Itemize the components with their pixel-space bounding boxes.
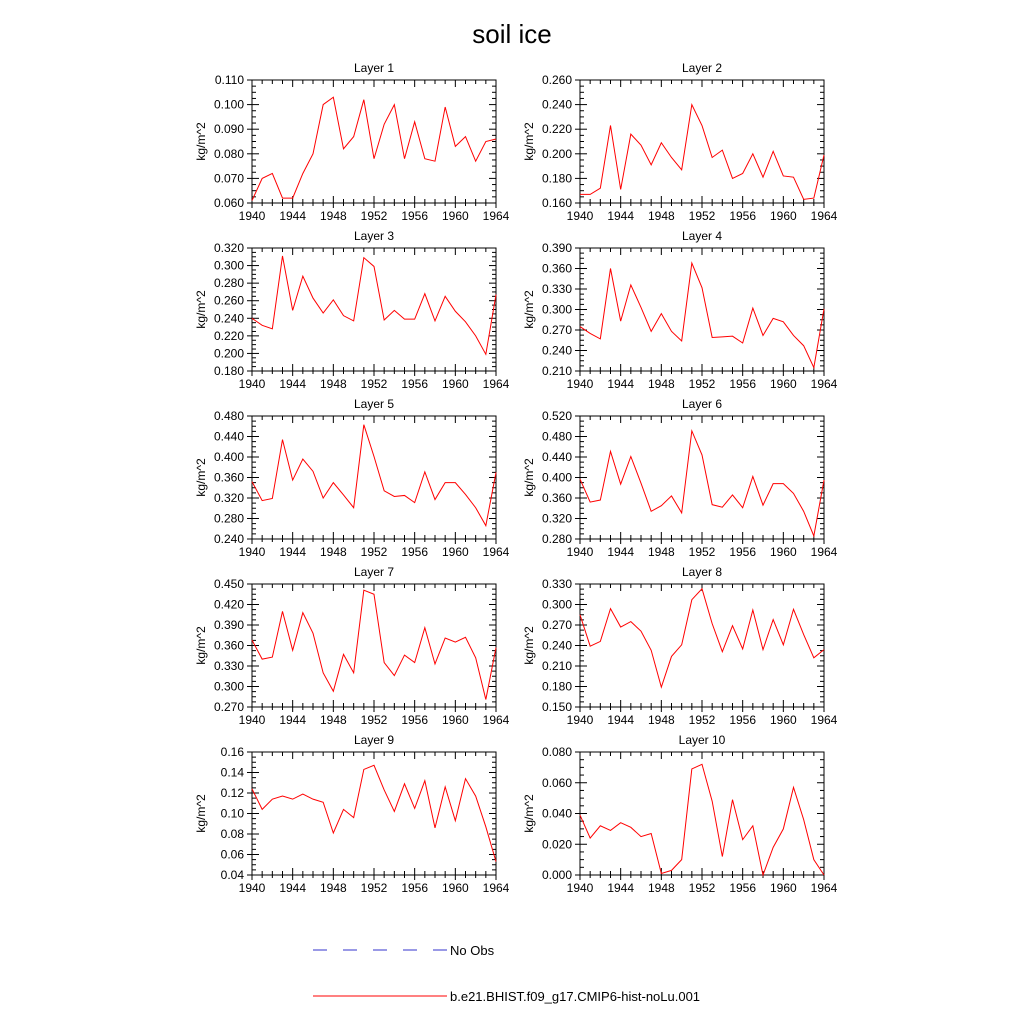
x-tick-label: 1956 <box>729 377 757 391</box>
panel-layer-4 <box>522 229 838 391</box>
x-tick-label: 1952 <box>688 713 716 727</box>
series-line-model <box>252 765 496 861</box>
y-tick-label: 0.480 <box>213 409 244 423</box>
y-axis-label: kg/m^2 <box>522 290 536 329</box>
y-tick-label: 0.14 <box>220 765 244 780</box>
x-tick-label: 1952 <box>360 713 388 727</box>
x-tick-label: 1940 <box>566 209 594 223</box>
panel-layer-6 <box>522 397 838 559</box>
x-tick-label: 1960 <box>441 881 469 895</box>
plot-frame <box>252 80 496 203</box>
panel-title: Layer 9 <box>353 733 395 747</box>
y-tick-label: 0.300 <box>213 258 244 273</box>
y-tick-label: 0.300 <box>541 302 572 317</box>
y-tick-label: 0.180 <box>541 679 572 694</box>
y-axis-label: kg/m^2 <box>194 626 208 665</box>
y-tick-label: 0.080 <box>541 745 572 759</box>
x-tick-label: 1956 <box>729 545 757 559</box>
x-tick-label: 1944 <box>607 713 635 727</box>
legend-no-obs-label: No Obs <box>450 943 495 958</box>
series-line-model <box>580 589 824 687</box>
x-tick-label: 1952 <box>688 377 716 391</box>
x-tick-label: 1964 <box>482 209 510 223</box>
plot-frame <box>252 584 496 707</box>
y-tick-label: 0.360 <box>541 261 572 276</box>
y-tick-label: 0.330 <box>541 577 572 591</box>
x-tick-label: 1956 <box>401 881 429 895</box>
series-line-model <box>252 425 496 526</box>
y-tick-label: 0.480 <box>541 429 572 444</box>
series-line-model <box>252 256 496 354</box>
x-tick-label: 1948 <box>319 881 347 895</box>
y-tick-label: 0.220 <box>213 328 244 343</box>
y-tick-label: 0.150 <box>541 700 572 714</box>
y-tick-label: 0.300 <box>541 597 572 612</box>
panel-layer-5 <box>194 397 510 559</box>
x-tick-label: 1952 <box>360 209 388 223</box>
x-tick-label: 1944 <box>607 209 635 223</box>
y-tick-label: 0.040 <box>541 806 572 821</box>
y-tick-label: 0.320 <box>541 511 572 526</box>
x-tick-label: 1964 <box>482 545 510 559</box>
x-tick-label: 1944 <box>279 545 307 559</box>
legend-model-label: b.e21.BHIST.f09_g17.CMIP6-hist-noLu.001 <box>450 989 701 1004</box>
y-axis-label: kg/m^2 <box>194 290 208 329</box>
panel-title: Layer 1 <box>353 61 395 75</box>
series-line-model <box>580 431 824 536</box>
x-tick-label: 1956 <box>401 209 429 223</box>
x-tick-label: 1952 <box>360 545 388 559</box>
y-axis-label: kg/m^2 <box>522 122 536 161</box>
y-axis-label: kg/m^2 <box>194 794 208 833</box>
y-tick-label: 0.000 <box>541 868 572 882</box>
x-tick-label: 1944 <box>279 713 307 727</box>
x-tick-label: 1940 <box>566 377 594 391</box>
panel-title: Layer 7 <box>353 565 395 579</box>
x-tick-label: 1940 <box>238 545 266 559</box>
x-tick-label: 1964 <box>810 713 838 727</box>
y-tick-label: 0.360 <box>213 470 244 485</box>
y-axis-label: kg/m^2 <box>522 626 536 665</box>
y-tick-label: 0.070 <box>213 171 244 186</box>
y-tick-label: 0.240 <box>213 532 244 546</box>
series-line-model <box>580 105 824 200</box>
x-tick-label: 1960 <box>769 209 797 223</box>
y-tick-label: 0.240 <box>541 343 572 358</box>
x-tick-label: 1940 <box>566 713 594 727</box>
x-tick-label: 1948 <box>647 377 675 391</box>
y-tick-label: 0.280 <box>213 511 244 526</box>
y-tick-label: 0.280 <box>541 532 572 546</box>
x-tick-label: 1964 <box>810 881 838 895</box>
x-tick-label: 1940 <box>566 545 594 559</box>
x-tick-label: 1948 <box>319 545 347 559</box>
x-tick-label: 1948 <box>647 209 675 223</box>
y-tick-label: 0.200 <box>541 146 572 161</box>
x-tick-label: 1964 <box>482 713 510 727</box>
x-tick-label: 1956 <box>401 545 429 559</box>
y-tick-label: 0.220 <box>541 122 572 137</box>
panel-layer-8 <box>522 565 838 727</box>
y-tick-label: 0.260 <box>541 73 572 87</box>
y-axis-label: kg/m^2 <box>194 458 208 497</box>
x-tick-label: 1956 <box>729 881 757 895</box>
x-tick-label: 1960 <box>441 545 469 559</box>
panel-layer-1 <box>194 61 510 223</box>
y-tick-label: 0.210 <box>541 659 572 673</box>
x-tick-label: 1948 <box>647 713 675 727</box>
y-tick-label: 0.330 <box>213 659 244 673</box>
panel-title: Layer 3 <box>353 229 395 243</box>
y-tick-label: 0.280 <box>213 276 244 291</box>
x-tick-label: 1960 <box>769 881 797 895</box>
y-tick-label: 0.020 <box>541 837 572 852</box>
y-tick-label: 0.270 <box>541 618 572 632</box>
y-tick-label: 0.320 <box>213 241 244 255</box>
series-line-model <box>580 263 824 368</box>
x-tick-label: 1940 <box>238 713 266 727</box>
y-axis-label: kg/m^2 <box>522 458 536 497</box>
x-tick-label: 1940 <box>238 881 266 895</box>
x-tick-label: 1964 <box>810 545 838 559</box>
series-line-model <box>252 97 496 200</box>
x-tick-label: 1944 <box>607 545 635 559</box>
x-tick-label: 1948 <box>647 881 675 895</box>
x-tick-label: 1956 <box>401 377 429 391</box>
panel-title: Layer 5 <box>353 397 395 411</box>
panel-grid <box>194 61 838 895</box>
y-tick-label: 0.180 <box>541 171 572 186</box>
y-tick-label: 0.320 <box>213 491 244 505</box>
y-tick-label: 0.450 <box>213 577 244 591</box>
y-tick-label: 0.240 <box>541 97 572 112</box>
y-tick-label: 0.270 <box>541 323 572 337</box>
figure-title: soil ice <box>472 19 552 49</box>
x-tick-label: 1948 <box>647 545 675 559</box>
x-tick-label: 1940 <box>566 881 594 895</box>
x-tick-label: 1948 <box>319 713 347 727</box>
panel-title: Layer 10 <box>678 733 726 747</box>
plot-frame <box>252 752 496 875</box>
y-tick-label: 0.210 <box>541 364 572 378</box>
x-tick-label: 1960 <box>441 713 469 727</box>
y-tick-label: 0.360 <box>541 491 572 505</box>
panel-layer-10 <box>522 733 838 895</box>
y-tick-label: 0.06 <box>220 847 244 862</box>
legend <box>313 943 700 1004</box>
plot-frame <box>580 584 824 707</box>
y-axis-label: kg/m^2 <box>194 122 208 161</box>
y-tick-label: 0.04 <box>220 868 244 882</box>
x-tick-label: 1944 <box>607 377 635 391</box>
x-tick-label: 1952 <box>688 209 716 223</box>
panel-title: Layer 4 <box>681 229 723 243</box>
y-tick-label: 0.300 <box>213 679 244 694</box>
x-tick-label: 1944 <box>279 881 307 895</box>
panel-layer-3 <box>194 229 510 391</box>
y-tick-label: 0.08 <box>220 827 244 841</box>
x-tick-label: 1960 <box>441 377 469 391</box>
y-tick-label: 0.520 <box>541 409 572 423</box>
y-tick-label: 0.10 <box>220 806 244 821</box>
x-tick-label: 1944 <box>279 209 307 223</box>
x-tick-label: 1956 <box>729 713 757 727</box>
y-tick-label: 0.090 <box>213 122 244 137</box>
panel-title: Layer 8 <box>681 565 723 579</box>
x-tick-label: 1948 <box>319 209 347 223</box>
x-tick-label: 1956 <box>401 713 429 727</box>
series-line-model <box>252 590 496 699</box>
panel-title: Layer 2 <box>681 61 723 75</box>
plot-frame <box>252 416 496 539</box>
y-tick-label: 0.100 <box>213 97 244 112</box>
series-line-model <box>580 764 824 875</box>
y-tick-label: 0.360 <box>213 638 244 653</box>
y-tick-label: 0.390 <box>213 618 244 632</box>
y-tick-label: 0.060 <box>541 775 572 790</box>
x-tick-label: 1964 <box>482 881 510 895</box>
y-tick-label: 0.060 <box>213 196 244 210</box>
y-tick-label: 0.260 <box>213 293 244 308</box>
x-tick-label: 1944 <box>607 881 635 895</box>
y-tick-label: 0.240 <box>541 638 572 653</box>
plot-frame <box>580 80 824 203</box>
x-tick-label: 1960 <box>441 209 469 223</box>
y-tick-label: 0.330 <box>541 282 572 296</box>
y-tick-label: 0.390 <box>541 241 572 255</box>
panel-layer-2 <box>522 61 838 223</box>
y-tick-label: 0.420 <box>213 597 244 612</box>
plot-frame <box>580 248 824 371</box>
x-tick-label: 1964 <box>810 377 838 391</box>
x-tick-label: 1952 <box>360 881 388 895</box>
y-tick-label: 0.200 <box>213 346 244 361</box>
y-tick-label: 0.400 <box>541 470 572 485</box>
x-tick-label: 1940 <box>238 377 266 391</box>
panel-title: Layer 6 <box>681 397 723 411</box>
x-tick-label: 1952 <box>688 545 716 559</box>
y-axis-label: kg/m^2 <box>522 794 536 833</box>
y-tick-label: 0.12 <box>220 786 244 800</box>
x-tick-label: 1952 <box>688 881 716 895</box>
y-tick-label: 0.110 <box>214 73 244 87</box>
y-tick-label: 0.160 <box>541 196 572 210</box>
x-tick-label: 1952 <box>360 377 388 391</box>
y-tick-label: 0.270 <box>213 700 244 714</box>
x-tick-label: 1964 <box>810 209 838 223</box>
x-tick-label: 1960 <box>769 545 797 559</box>
x-tick-label: 1944 <box>279 377 307 391</box>
x-tick-label: 1940 <box>238 209 266 223</box>
y-tick-label: 0.080 <box>213 146 244 161</box>
y-tick-label: 0.16 <box>220 745 244 759</box>
x-tick-label: 1964 <box>482 377 510 391</box>
y-tick-label: 0.440 <box>213 429 244 444</box>
y-tick-label: 0.240 <box>213 311 244 326</box>
x-tick-label: 1960 <box>769 713 797 727</box>
x-tick-label: 1948 <box>319 377 347 391</box>
plot-frame <box>580 416 824 539</box>
panel-layer-7 <box>194 565 510 727</box>
panel-layer-9 <box>194 733 510 895</box>
x-tick-label: 1956 <box>729 209 757 223</box>
x-tick-label: 1960 <box>769 377 797 391</box>
y-tick-label: 0.440 <box>541 450 572 464</box>
y-tick-label: 0.400 <box>213 450 244 464</box>
y-tick-label: 0.180 <box>213 364 244 378</box>
